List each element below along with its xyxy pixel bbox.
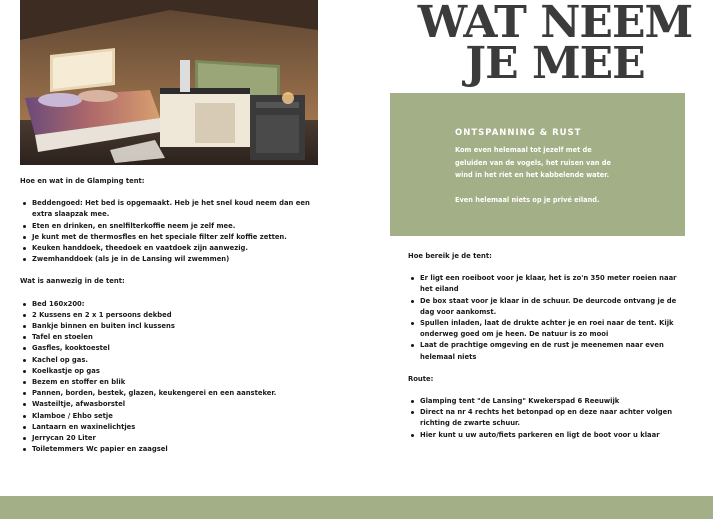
relax-line: geluiden van de vogels, het ruisen van de (455, 158, 611, 167)
glamping-tent-interior-photo-icon (20, 0, 318, 165)
section-heading-aanwezig: Wat is aanwezig in de tent: (20, 277, 125, 286)
list-bereik (408, 273, 690, 363)
list-item: Klamboe / Ehbo setje (20, 411, 320, 422)
list-item: Gasfles, kooktoestel (20, 343, 320, 354)
page-title-line-1: WAT NEEM (417, 0, 693, 48)
page-title (410, 0, 700, 89)
list-item: Hier kunt u uw auto/fiets parkeren en ligt de boot voor u klaar (408, 430, 690, 441)
list-hoe-en-wat (20, 198, 320, 265)
relax-heading: ONTSPANNING & RUST (455, 128, 582, 138)
relax-line: Kom even helemaal tot jezelf met de (455, 146, 592, 154)
page-title-line-2: JE MEE (465, 38, 645, 89)
list-item: Eten en drinken, en snelfilterkoffie neem je zelf mee. (20, 221, 320, 232)
section-heading-hoe-en-wat: Hoe en wat in de Glamping tent: (20, 177, 145, 185)
list-item: Wasteiltje, afwasborstel (20, 399, 320, 410)
bottom-band (0, 496, 713, 519)
list-route (408, 396, 690, 441)
relax-text (455, 144, 630, 206)
list-item: Kachel op gas. (20, 355, 320, 366)
list-item: Lantaarn en waxinelichtjes (20, 422, 320, 433)
list-item: Koelkastje op gas (20, 366, 320, 377)
relax-paragraph-2: Even helemaal niets op je privé eiland. (455, 195, 600, 204)
tent-interior-photo (20, 0, 318, 165)
list-item: Je kunt met de thermosfles en het speciale filter zelf koffie zetten. (20, 232, 320, 243)
list-item: Laat de prachtige omgeving en de rust je meenemen naar even helemaal niets (408, 340, 690, 362)
list-item: Direct na nr 4 rechts het betonpad op en deze naar achter volgen richting de zwarte schuur. (408, 407, 690, 429)
left-column (20, 176, 320, 455)
list-item: Glamping tent "de Lansing" Kwekerspad 6 Reeuwijk (408, 396, 690, 407)
list-item: Bankje binnen en buiten incl kussens (20, 321, 320, 332)
section-heading-route: Route: (408, 374, 434, 383)
list-item: De box staat voor je klaar in de schuur. De deurcode ontvang je de dag voor aankomst. (408, 296, 690, 318)
list-item: Zwemhanddoek (als je in de Lansing wil zwemmen) (20, 254, 320, 265)
list-item: Spullen inladen, laat de drukte achter je en roei naar de tent. Kijk onderweg goed om je heen. De natuur is zo mooi (408, 318, 690, 340)
list-item: Bed 160x200: (20, 299, 320, 310)
relax-line: wind in het riet en het kabbelende water. (455, 171, 610, 179)
list-item: Bezem en stoffer en blik (20, 377, 320, 388)
list-item: Pannen, borden, bestek, glazen, keukengerei en een aansteker. (20, 388, 320, 399)
right-column (408, 251, 690, 441)
list-item: Toiletemmers Wc papier en zaagsel (20, 444, 320, 455)
list-aanwezig (20, 299, 320, 456)
relax-paragraph-1 (455, 144, 630, 182)
list-item: 2 Kussens en 2 x 1 persoons dekbed (20, 310, 320, 321)
list-item: Keuken handdoek, theedoek en vaatdoek zijn aanwezig. (20, 243, 320, 254)
list-item: Er ligt een roeiboot voor je klaar, het is zo'n 350 meter roeien naar het eiland (408, 273, 690, 295)
section-heading-bereik: Hoe bereik je de tent: (408, 252, 492, 260)
relax-info-box (390, 93, 685, 236)
list-item: Beddengoed: Het bed is opgemaakt. Heb je het snel koud neem dan een extra slaapzak mee. (20, 198, 320, 220)
list-item: Jerrycan 20 Liter (20, 433, 320, 444)
list-item: Tafel en stoelen (20, 332, 320, 343)
